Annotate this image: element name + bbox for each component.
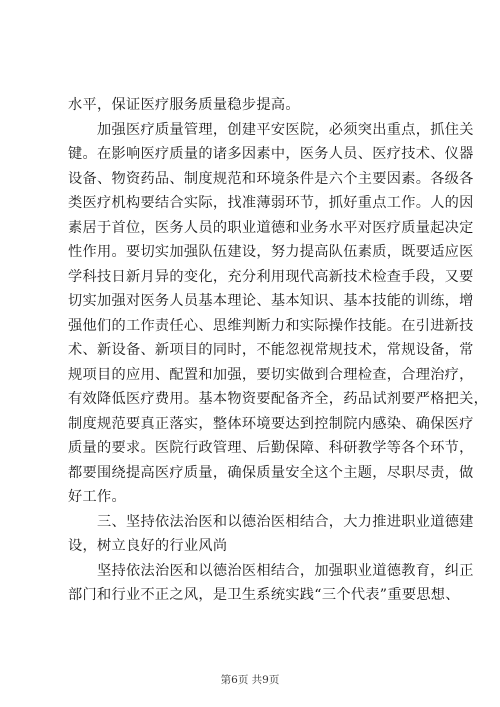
text-line: 术、新设备、新项目的同时，不能忽视常规技术，常规设备，常 xyxy=(68,342,474,358)
paragraph-quality-management xyxy=(68,118,489,510)
heading-line: 设，树立良好的行业风尚 xyxy=(68,538,228,554)
section-heading xyxy=(68,510,474,559)
text-line: 设备、物资药品、制度规范和环境条件是六个主要因素。各级各 xyxy=(68,170,474,187)
text-line: 质量的要求。医院行政管理、后勤保障、科研教学等各个环节， xyxy=(68,440,474,456)
document-body xyxy=(68,93,489,608)
paragraph-continuation xyxy=(68,93,440,118)
text-line: 键。在影响医疗质量的诸多因素中，医务人员、医疗技术、仪器 xyxy=(68,146,474,162)
page-number-footer: 第6页 共9页 xyxy=(220,674,280,686)
text-line: 都要围绕提高医疗质量，确保质量安全这个主题，尽职尽责，做 xyxy=(68,464,474,481)
text-line: 学科技日新月异的变化，充分利用现代高新技术检查手段，又要 xyxy=(68,268,474,285)
text-line: 加强医疗质量管理，创建平安医院，必须突出重点，抓住关 xyxy=(97,121,474,138)
text-line: 素居于首位，医务人员的职业道德和业务水平对医疗质量起决定 xyxy=(68,219,474,236)
text-line: 制度规范要真正落实，整体环境要达到控制院内感染、确保医疗 xyxy=(68,415,474,432)
text-line: 部门和行业不正之风，是卫生系统实践“三个代表”重要思想、 xyxy=(68,587,460,603)
text-line: 性作用。要切实加强队伍建设，努力提高队伍素质，既要适应医 xyxy=(68,244,474,260)
text-line: 有效降低医疗费用。基本物资要配备齐全，药品试剂要严格把关， xyxy=(68,391,489,407)
text-line: 坚持依法治医和以德治医相结合，加强职业道德教育，纠正 xyxy=(97,562,474,579)
text-line: 类医疗机构要结合实际，找准薄弱环节，抓好重点工作。人的因 xyxy=(68,195,474,211)
heading-line: 三、坚持依法治医和以德治医相结合，大力推进职业道德建 xyxy=(97,513,474,530)
text-line: 好工作。 xyxy=(68,489,126,505)
paragraph-rule-of-law xyxy=(68,559,474,608)
text-line: 切实加强对医务人员基本理论、基本知识、基本技能的训练，增 xyxy=(68,293,474,309)
text-line: 水平，保证医疗服务质量稳步提高。 xyxy=(68,97,300,113)
text-line: 规项目的应用、配置和加强，要切实做到合理检查，合理治疗， xyxy=(68,366,474,383)
text-line: 强他们的工作责任心、思维判断力和实际操作技能。在引进新技 xyxy=(68,317,474,334)
